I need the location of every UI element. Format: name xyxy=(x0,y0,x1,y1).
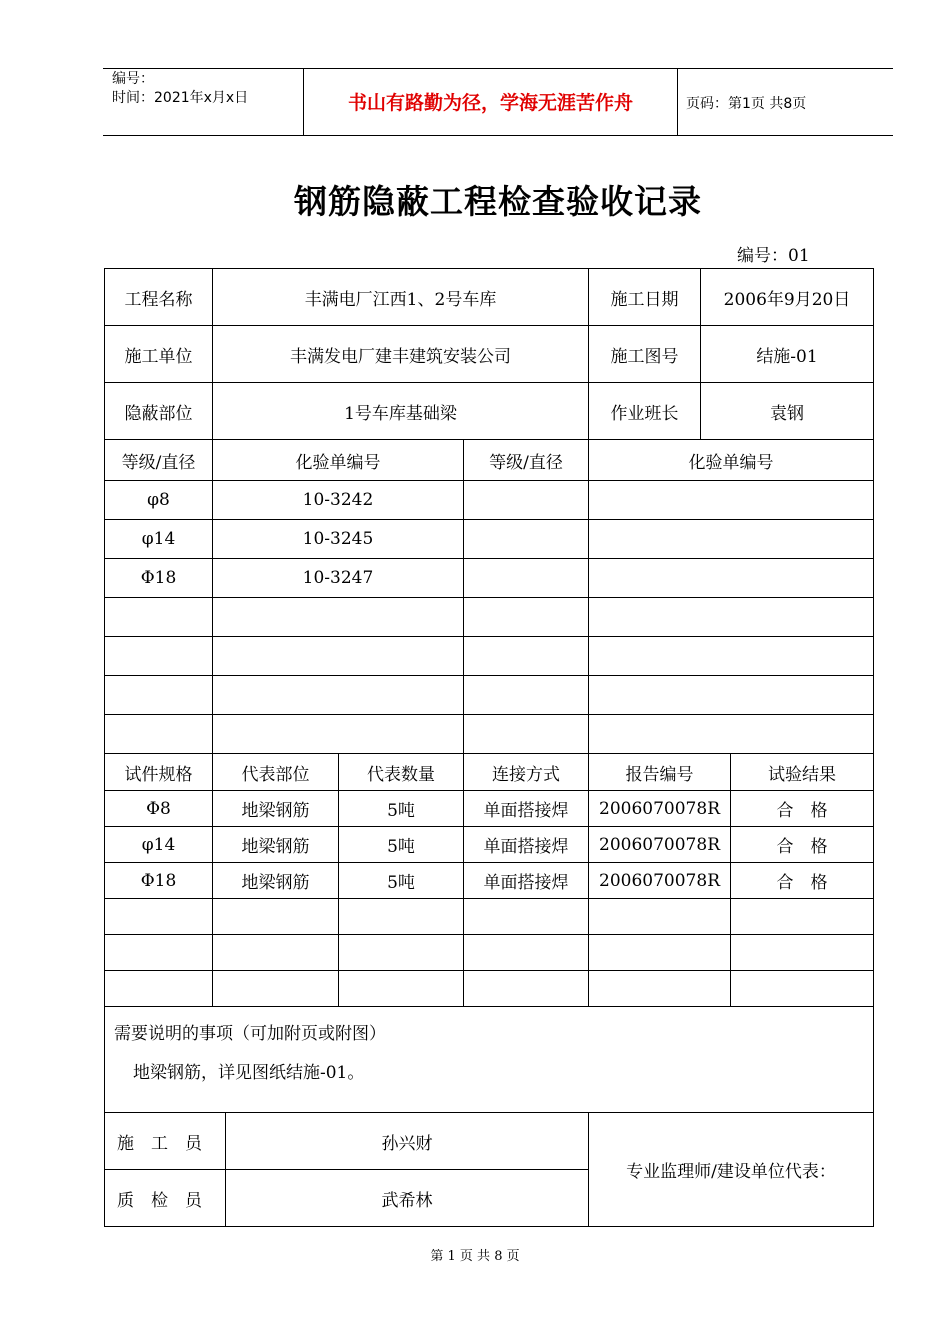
lab-header-row xyxy=(105,440,874,481)
lab-cell xyxy=(105,715,213,754)
construction-date-value: 2006年9月20日 xyxy=(701,269,874,326)
test-cell: 地梁钢筋 xyxy=(213,863,339,899)
lab-cell xyxy=(464,520,589,559)
lab-header-grade-2: 等级/直径 xyxy=(464,440,589,481)
test-cell: 地梁钢筋 xyxy=(213,827,339,863)
test-cell: 单面搭接焊 xyxy=(464,791,589,827)
contractor-label: 施工单位 xyxy=(105,326,213,383)
header-bottom-rule xyxy=(103,135,893,136)
notes-title: 需要说明的事项（可加附页或附图） xyxy=(114,1024,386,1044)
lab-row xyxy=(105,481,874,520)
header-meta xyxy=(112,70,248,108)
test-header-report-no: 报告编号 xyxy=(589,754,731,791)
lab-cell xyxy=(464,676,589,715)
signature-row xyxy=(105,1113,874,1170)
test-header-row xyxy=(105,754,874,791)
project-name-value: 丰满电厂江西1、2号车库 xyxy=(213,269,589,326)
test-cell xyxy=(105,899,213,935)
header-time-label: 时间：2021年x月x日 xyxy=(112,90,249,106)
test-cell xyxy=(731,935,874,971)
test-cell: 2006070078R xyxy=(589,863,731,899)
test-cell: 单面搭接焊 xyxy=(464,827,589,863)
test-cell xyxy=(589,899,731,935)
test-cell xyxy=(589,971,731,1007)
lab-cell xyxy=(105,598,213,637)
foreman-label: 作业班长 xyxy=(589,383,701,440)
lab-cell xyxy=(464,637,589,676)
contractor-value: 丰满发电厂建丰建筑安装公司 xyxy=(213,326,589,383)
lab-cell xyxy=(213,715,464,754)
lab-header-report-no-2: 化验单编号 xyxy=(589,440,874,481)
test-cell xyxy=(339,971,464,1007)
test-cell: 5吨 xyxy=(339,791,464,827)
test-cell: Φ8 xyxy=(105,791,213,827)
lab-cell: 10-3247 xyxy=(213,559,464,598)
notes-body: 地梁钢筋，详见图纸结施-01。 xyxy=(133,1063,365,1083)
header-top-rule xyxy=(103,68,893,69)
test-cell xyxy=(464,899,589,935)
worker-label: 施 工 员 xyxy=(105,1113,226,1170)
test-cell xyxy=(731,971,874,1007)
lab-row xyxy=(105,637,874,676)
lab-cell: φ8 xyxy=(105,481,213,520)
lab-cell xyxy=(589,715,874,754)
drawing-no-value: 结施-01 xyxy=(701,326,874,383)
lab-cell xyxy=(464,559,589,598)
test-row xyxy=(105,863,874,899)
lab-cell xyxy=(589,481,874,520)
foreman-value: 袁钢 xyxy=(701,383,874,440)
worker-name: 孙兴财 xyxy=(226,1113,589,1170)
test-cell xyxy=(464,935,589,971)
lab-row xyxy=(105,676,874,715)
hidden-part-label: 隐蔽部位 xyxy=(105,383,213,440)
test-header-spec: 试件规格 xyxy=(105,754,213,791)
notes-row xyxy=(105,1007,874,1113)
test-cell xyxy=(213,935,339,971)
project-name-label: 工程名称 xyxy=(105,269,213,326)
page-footer: 第 1 页 共 8 页 xyxy=(430,1249,520,1264)
lab-cell xyxy=(589,676,874,715)
test-row xyxy=(105,971,874,1007)
lab-cell xyxy=(464,598,589,637)
lab-row xyxy=(105,559,874,598)
test-cell xyxy=(731,899,874,935)
lab-cell xyxy=(105,676,213,715)
drawing-no-label: 施工图号 xyxy=(589,326,701,383)
test-cell: 地梁钢筋 xyxy=(213,791,339,827)
test-cell xyxy=(213,971,339,1007)
lab-header-report-no: 化验单编号 xyxy=(213,440,464,481)
test-cell xyxy=(464,971,589,1007)
test-header-connection: 连接方式 xyxy=(464,754,589,791)
supervisor-label: 专业监理师/建设单位代表： xyxy=(589,1113,874,1227)
lab-row xyxy=(105,715,874,754)
lab-cell xyxy=(464,715,589,754)
inspector-name: 武希林 xyxy=(226,1170,589,1227)
test-cell: 合 格 xyxy=(731,863,874,899)
header-number-label: 编号： xyxy=(112,71,154,87)
lab-cell xyxy=(589,520,874,559)
test-row xyxy=(105,791,874,827)
lab-header-grade: 等级/直径 xyxy=(105,440,213,481)
notes-cell xyxy=(105,1007,874,1113)
lab-row xyxy=(105,598,874,637)
test-cell: 5吨 xyxy=(339,863,464,899)
test-cell: 单面搭接焊 xyxy=(464,863,589,899)
test-cell: 2006070078R xyxy=(589,827,731,863)
test-header-result: 试验结果 xyxy=(731,754,874,791)
info-row xyxy=(105,269,874,326)
info-row xyxy=(105,383,874,440)
construction-date-label: 施工日期 xyxy=(589,269,701,326)
test-header-quantity: 代表数量 xyxy=(339,754,464,791)
test-cell xyxy=(105,935,213,971)
test-cell xyxy=(589,935,731,971)
header-motto: 书山有路勤为径，学海无涯苦作舟 xyxy=(347,92,633,114)
test-cell: 合 格 xyxy=(731,827,874,863)
lab-cell xyxy=(213,676,464,715)
lab-row xyxy=(105,520,874,559)
test-row xyxy=(105,935,874,971)
lab-cell: 10-3245 xyxy=(213,520,464,559)
lab-cell: 10-3242 xyxy=(213,481,464,520)
test-cell: 5吨 xyxy=(339,827,464,863)
document-number: 编号：01 xyxy=(737,246,810,266)
info-row xyxy=(105,326,874,383)
test-cell xyxy=(213,899,339,935)
test-cell xyxy=(339,935,464,971)
header-page-label: 页码：第1页 共8页 xyxy=(686,96,807,112)
test-row xyxy=(105,827,874,863)
lab-cell: φ14 xyxy=(105,520,213,559)
lab-cell xyxy=(213,598,464,637)
test-cell xyxy=(339,899,464,935)
lab-cell xyxy=(589,559,874,598)
test-header-location: 代表部位 xyxy=(213,754,339,791)
header-divider xyxy=(677,68,678,135)
lab-cell xyxy=(464,481,589,520)
hidden-part-value: 1号车库基础梁 xyxy=(213,383,589,440)
test-cell xyxy=(105,971,213,1007)
test-cell: Φ18 xyxy=(105,863,213,899)
test-row xyxy=(105,899,874,935)
lab-cell xyxy=(105,637,213,676)
lab-cell xyxy=(589,637,874,676)
test-cell: 2006070078R xyxy=(589,791,731,827)
lab-cell xyxy=(589,598,874,637)
document-title: 钢筋隐蔽工程检查验收记录 xyxy=(294,182,702,221)
lab-cell xyxy=(213,637,464,676)
inspector-label: 质 检 员 xyxy=(105,1170,226,1227)
lab-cell: Φ18 xyxy=(105,559,213,598)
test-cell: φ14 xyxy=(105,827,213,863)
test-cell: 合 格 xyxy=(731,791,874,827)
inspection-form-table xyxy=(104,268,874,1227)
